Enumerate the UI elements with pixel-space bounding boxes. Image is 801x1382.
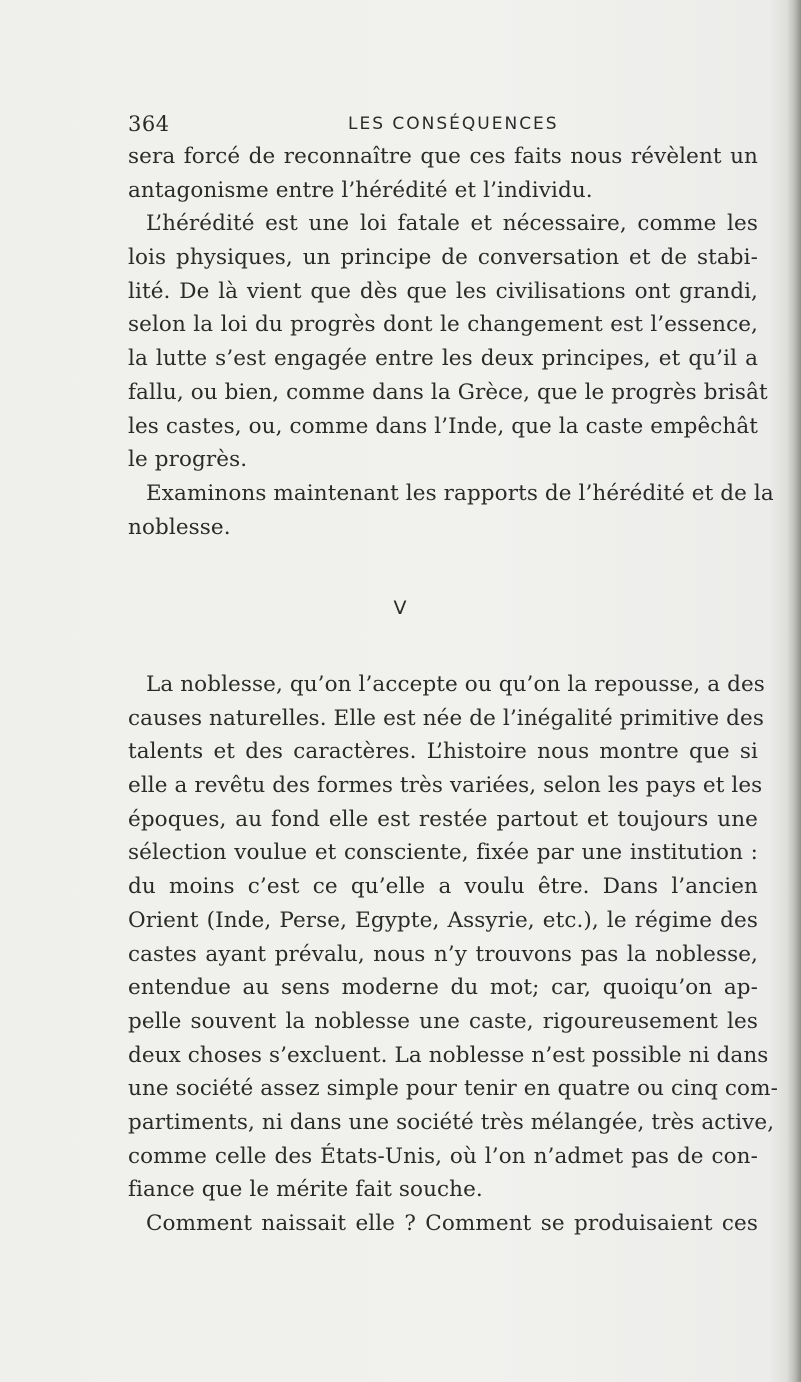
text-line: L’hérédité est une loi fatale et nécessaire, comme les — [146, 211, 758, 237]
text-line: la lutte s’est engagée entre les deux principes, et qu’il a — [128, 346, 758, 372]
text-line: du moins c’est ce qu’elle a voulu être. Dans l’ancien — [128, 874, 758, 900]
text-line: lité. De là vient que dès que les civilisations ont grandi, — [128, 278, 758, 304]
text-line: sera forcé de reconnaître que ces faits nous révèlent un — [128, 144, 758, 169]
text-line: fiance que le mérite fait souche. — [128, 1177, 483, 1203]
text-line: Examinons maintenant les rapports de l’hérédité et de la — [146, 480, 774, 506]
text-line: elle a revêtu des formes très variées, selon les pays et les — [128, 773, 763, 799]
text-line: antagonisme entre l’hérédité et l’individu. — [128, 177, 593, 203]
section-heading: V — [393, 597, 408, 619]
text-line: deux choses s’excluent. La noblesse n’est possible ni dans — [128, 1042, 769, 1068]
text-line: noblesse. — [128, 514, 231, 540]
page-number: 364 — [128, 112, 170, 136]
text-section-2 — [128, 668, 778, 1241]
text-line: comme celle des États-Unis, où l’on n’admet pas de con- — [128, 1143, 758, 1169]
page-edge-shadow — [787, 0, 801, 1382]
text-line: partiments, ni dans une société très mélangée, très active, — [128, 1109, 775, 1135]
text-line: Orient (Inde, Perse, Egypte, Assyrie, etc.), le régime des — [128, 907, 758, 933]
text-line: sélection voulue et consciente, fixée par une institution : — [128, 840, 758, 866]
text-line: les castes, ou, comme dans l’Inde, que la caste empêchât — [128, 413, 759, 439]
text-line: causes naturelles. Elle est née de l’inégalité primitive des — [128, 705, 764, 731]
text-line: époques, au fond elle est restée partout et toujours une — [128, 806, 758, 832]
text-line: fallu, ou bien, comme dans la Grèce, que le progrès brisât — [128, 379, 768, 405]
running-head: LES CONSÉQUENCES — [348, 114, 559, 134]
text-line: une société assez simple pour tenir en quatre ou cinq com- — [128, 1076, 778, 1102]
text-line: entendue au sens moderne du mot; car, quoiqu’on ap- — [128, 975, 758, 1001]
text-line: lois physiques, un principe de conversation et de stabi- — [128, 245, 758, 271]
text-line: talents et des caractères. L’histoire nous montre que si — [128, 739, 758, 765]
text-line: Comment naissait elle ? Comment se produisaient ces — [146, 1211, 758, 1236]
text-line: castes ayant prévalu, nous n’y trouvons pas la noblesse, — [128, 941, 758, 967]
text-line: pelle souvent la noblesse une caste, rigoureusement les — [128, 1008, 758, 1034]
text-line: La noblesse, qu’on l’accepte ou qu’on la repousse, a des — [146, 672, 765, 697]
text-line: selon la loi du progrès dont le changement est l’essence, — [128, 312, 758, 338]
text-section-1 — [128, 140, 774, 544]
text-line: le progrès. — [128, 447, 248, 473]
